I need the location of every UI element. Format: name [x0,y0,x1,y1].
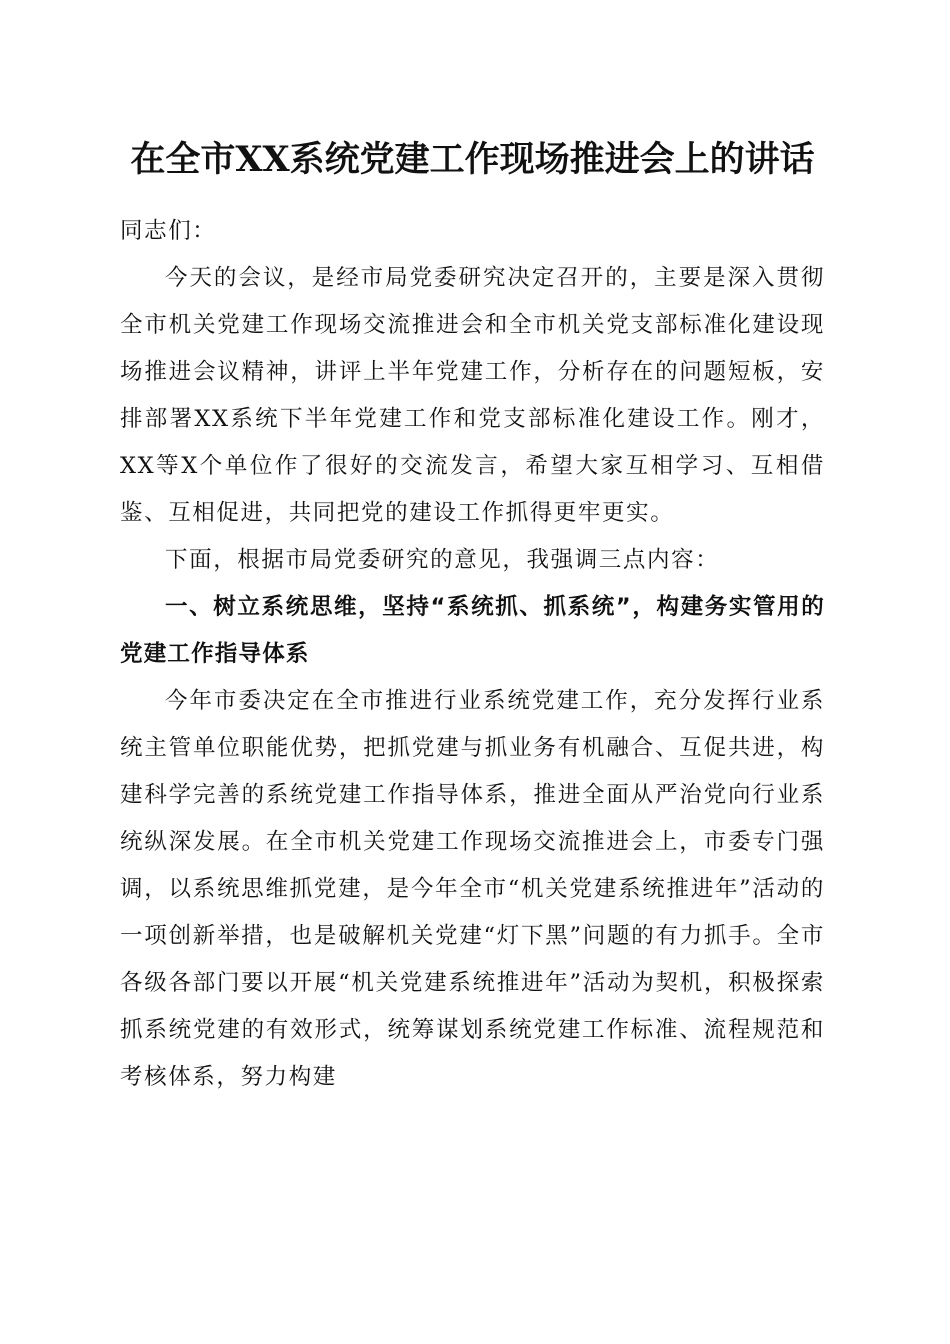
paragraph-intro: 今天的会议，是经市局党委研究决定召开的，主要是深入贯彻全市机关党建工作现场交流推进会和全市机关党支部标准化建设现场推进会议精神，讲评上半年党建工作，分析存在的问题短板，安排部署XX系统下半年党建工作和党支部标准化建设工作。刚才，XX等X个单位作了很好的交流发言，希望大家互相学习、互相借鉴、互相促进，共同把党的建设工作抓得更牢更实。 [120,265,825,526]
document-page [120,130,825,1090]
document-title: 在全市XX系统党建工作现场推进会上的讲话 [130,139,815,180]
greeting: 同志们： [120,218,217,244]
document-body [120,208,825,1101]
paragraph-outline: 下面，根据市局党委研究的意见，我强调三点内容： [165,547,720,573]
section-heading-1: 一、树立系统思维，坚持“系统抓、抓系统”，构建务实管用的党建工作指导体系 [120,594,825,667]
paragraph-section-1: 今年市委决定在全市推进行业系统党建工作，充分发挥行业系统主管单位职能优势，把抓党建与抓业务有机融合、互促共进，构建科学完善的系统党建工作指导体系，推进全面从严治党向行业系统纵深发展。在全市机关党建工作现场交流推进会上，市委专门强调，以系统思维抓党建，是今年全市“机关党建系统推进年”活动的一项创新举措，也是破解机关党建“灯下黑”问题的有力抓手。全市各级各部门要以开展“机关党建系统推进年”活动为契机，积极探索抓系统党建的有效形式，统筹谋划系统党建工作标准、流程规范和考核体系，努力构建 [120,688,825,1090]
